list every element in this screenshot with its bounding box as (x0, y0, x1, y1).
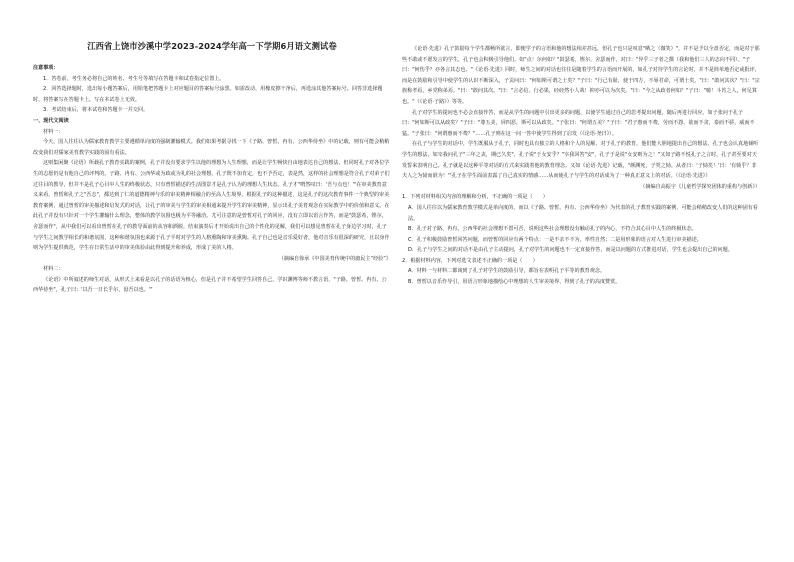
notice-item: 2．回答选择题时，选出每小题答案后，用铅笔把答题卡上对应题目的答案标号涂黑。如需改动，用橡皮擦干净后，再选涂其他答案标号。回答非选择题时，将答案写在答题卡上。写在本试卷上无效。 (33, 86, 383, 103)
paragraph: 孔子对学生的提问也不必会直接作答，而是从学生的问题中引出更多的问题，以使学生通过自己的思考提出问题，随后再进行回应。如子张问于孔子曰："何如斯可以从政矣？"子曰："尊五美，屏四恶，斯可以从政矣。"子张曰："何谓五美？"子曰："君子惠而不费，劳而不怨，欲而不贪，泰而不骄，威而不猛。"子张曰："何谓惠而不费？"……孔子则在这一问一答中使学生得到了启发（《论语·尧曰》）。 (402, 109, 755, 137)
section-heading: 一、现代文阅读 (33, 117, 69, 124)
paragraph: 今天，国人往往认为儒家教育教学主要遵循单向度的强制灌输模式。我们如果考据寻找一下《子路、曾皙、冉有、公西华侍坐》中的记载，则有可能会稍稍改变我们对儒家美育教学实践的固有看法。 (33, 139, 390, 156)
page-title: 江西省上饶市沙溪中学2023-2024学年高一下学期6月语文测试卷 (87, 41, 337, 51)
citation: （摘编自高振宇《儿童哲学探究团体的重构与创新》） (640, 183, 760, 190)
question-stem: 1．下列对材料相关内容的理解和分析，不正确的一项是（ ） (402, 194, 548, 201)
left-column (33, 40, 391, 296)
citation: （摘编自徐承《中国美育传统中的庸民主“经验”》 (278, 255, 391, 262)
question-option: A．材料一与材料二都谈到了孔子对学生的鼓励引导，都旨在表明孔子平等的教育观念。 (408, 268, 606, 275)
notice-item: 3．考试结束后，将本试卷和答题卡一并交回。 (43, 107, 149, 114)
right-column (402, 44, 760, 288)
question-option: C．孔子积极鼓励曾皙回答问题，而曾皙的回应有两个特点：一是不亲不不为，率性自然；二是用形象的语言对人生进行审美描述。 (408, 236, 702, 243)
material-label: 材料一： (43, 128, 64, 135)
material-label: 材料二： (43, 266, 64, 273)
question-option: D．孔子与学生之间的对话不是由孔子主动提问，孔子对学生的问题也不一定直接作答，而是以问题的方式推进对话，学生也会提出自己的问题。 (408, 247, 733, 254)
notice-item: 1．答卷前，考生务必将自己的姓名、考生号等填写在答题卡和试卷指定位置上。 (43, 75, 225, 82)
paragraph: 《论语》中所叙述的师生对话，从形式上来看是以孔子的话语为核心，但是孔子并不希望学生回答自己，学识渊博等师不教言语，"子路、曾皙、冉有、公西华侍坐"，孔子曰：'以吾一日长乎尔，毋吾以也。'" (33, 276, 387, 294)
paragraph: 在孔子与学生的对话中，学生既服从于孔子，同时也具有独立的人格和个人的见解，对于孔子的教育，他们能大胆地提出自己的想法，孔子也会认真地倾听学生的想法，如宰我问孔子"三年之丧，期已久矣"，孔子说"于女安乎？"宰我回答"安"，孔子于是说"女安则为之！"又如子路不悦孔子之言时，孔子甚至要对天发誓来表明自己。孔子就是以这种平等对话的方式来实践着他的教育理念。又如《论语·先进》记载，"颜渊死，子哭之恸。从者曰：'子恸矣！'曰：'有恸乎？非夫人之为恸而谁为！'"孔子在学生面前表露了自己真实的情感……从而使孔子与学生的对话成为了一种真正意义上的对话。（《论语·先进》） (402, 141, 759, 180)
question-option: A．国人往往以为儒家教育教学模式是单向度的，而以《子路、曾皙、冉有、公西华侍坐》为代表的孔子教育实践的案例，可能会稍稍改变人们的这种固有看法。 (408, 204, 758, 222)
question-stem: 2．根据材料内容，下列对选文表述不正确的一项是（ ） (402, 257, 538, 264)
notice-heading: 注意事项： (33, 65, 59, 71)
question-option: B．孔子对子路、冉有、公西华的社会理想不置可否，说明这些社会理想没有触动孔子的内心，不符合其心目中人生的终极状态。 (408, 226, 697, 233)
paragraph: 《论语·先进》孔子鼓励每个学生都畅所欲言，即便学子的言语和他的想法相差甚远，但孔子也只是叹息"哂之（微笑）"，并不是予以全盘否定，而是对于那些不敢或不愿发言的学生，孔子也会积极引导他们。如"点！尔何如？"鼓瑟希，铿尔，舍瑟而作，对曰："异乎三子者之撰（我和他们三人的志向不同）。"子曰："何伤乎？亦各言其志也。"《论语·先进》同时，师生之间的对话也往往是随着学生的言语而开展的，如孔子对待学生的言论时，并不是简单地否定或批评，而是在鼓励和引导中使学生的认识不断深入，子贡问曰："何如斯可谓之士矣？"子曰："行己有耻，使于四方，不辱君命，可谓士矣。"曰："敢问其次？"曰："宗族称孝焉，乡党称弟焉。"曰："敢问其次。"曰："言必信，行必果，硁硁然小人哉！抑亦可以为次矣。"曰："今之从政者何如？"子曰："噫！斗筲之人，何足算也。"（《论语·子路》）等等。 (402, 46, 760, 105)
paragraph: 这则集闲聚《论语》所载孔子教育实践的案例，孔子并没有要求学生以他的理想为人生理想，而是让学生畅快自由地表达自己的想法，但同时孔子对各位学生的志愿仍是有他自己的评判的。子路、冉有、公西华或为政或为礼的社会理想，孔子既不加肯定，也不予否定，表是然，这样的社会理想是符合孔子对弟子们过往目的教导，但并不是孔子心目中人生的终极状态，只有曾皙描述的生活图景才是孔子认为的理想人生状态。孔子才"喟然叹曰：'吾与点也！'"在审美教育意义来看，曾皙和孔子之"吾志"，都达到了仁的道德精神与乐的审美精神相融合的至高人生境界。根据孔子的这种描述，这是孔子的这次教育事件一个典型的审美教育案例，通过曾皙的审美描述和启发式的对话，让孔子的审美与学生的审美相通来提升学生的审美精神，显示出孔子美育观念在实际教学中的价值和意义。在此孔子并没有只针对一个学生灌输什么理念，整体的教学氛围也极为平等融洽。尤可注意的是曾皙对孔子的回应，没有立即以语言作答，而是"鼓瑟希，铿尔，舍瑟而作"，从中我们可以看出曾皙在孔子的教导面前的从容和洒脱，结束演奏后才开始说出自己的个性化的见解，我们可以想见曾皙在孔子身边学习时，孔子与学生之间教学相长的和谐氛围，这种和谐氛围也来源于孔子平时对学生的人格熏陶和审美熏陶。孔子自己也是音乐爱好者，他对音乐有很深的研究，且以身作则为学生提供典范，学生在日常生活中的审美体验由此得到提升和养成，形成了美的人格。 (33, 160, 390, 252)
question-option: B．曾皙以音乐作导引，用语言形象地描绘心中理想的人生审美境界，得到了孔子的高度赞赏。 (408, 279, 621, 286)
